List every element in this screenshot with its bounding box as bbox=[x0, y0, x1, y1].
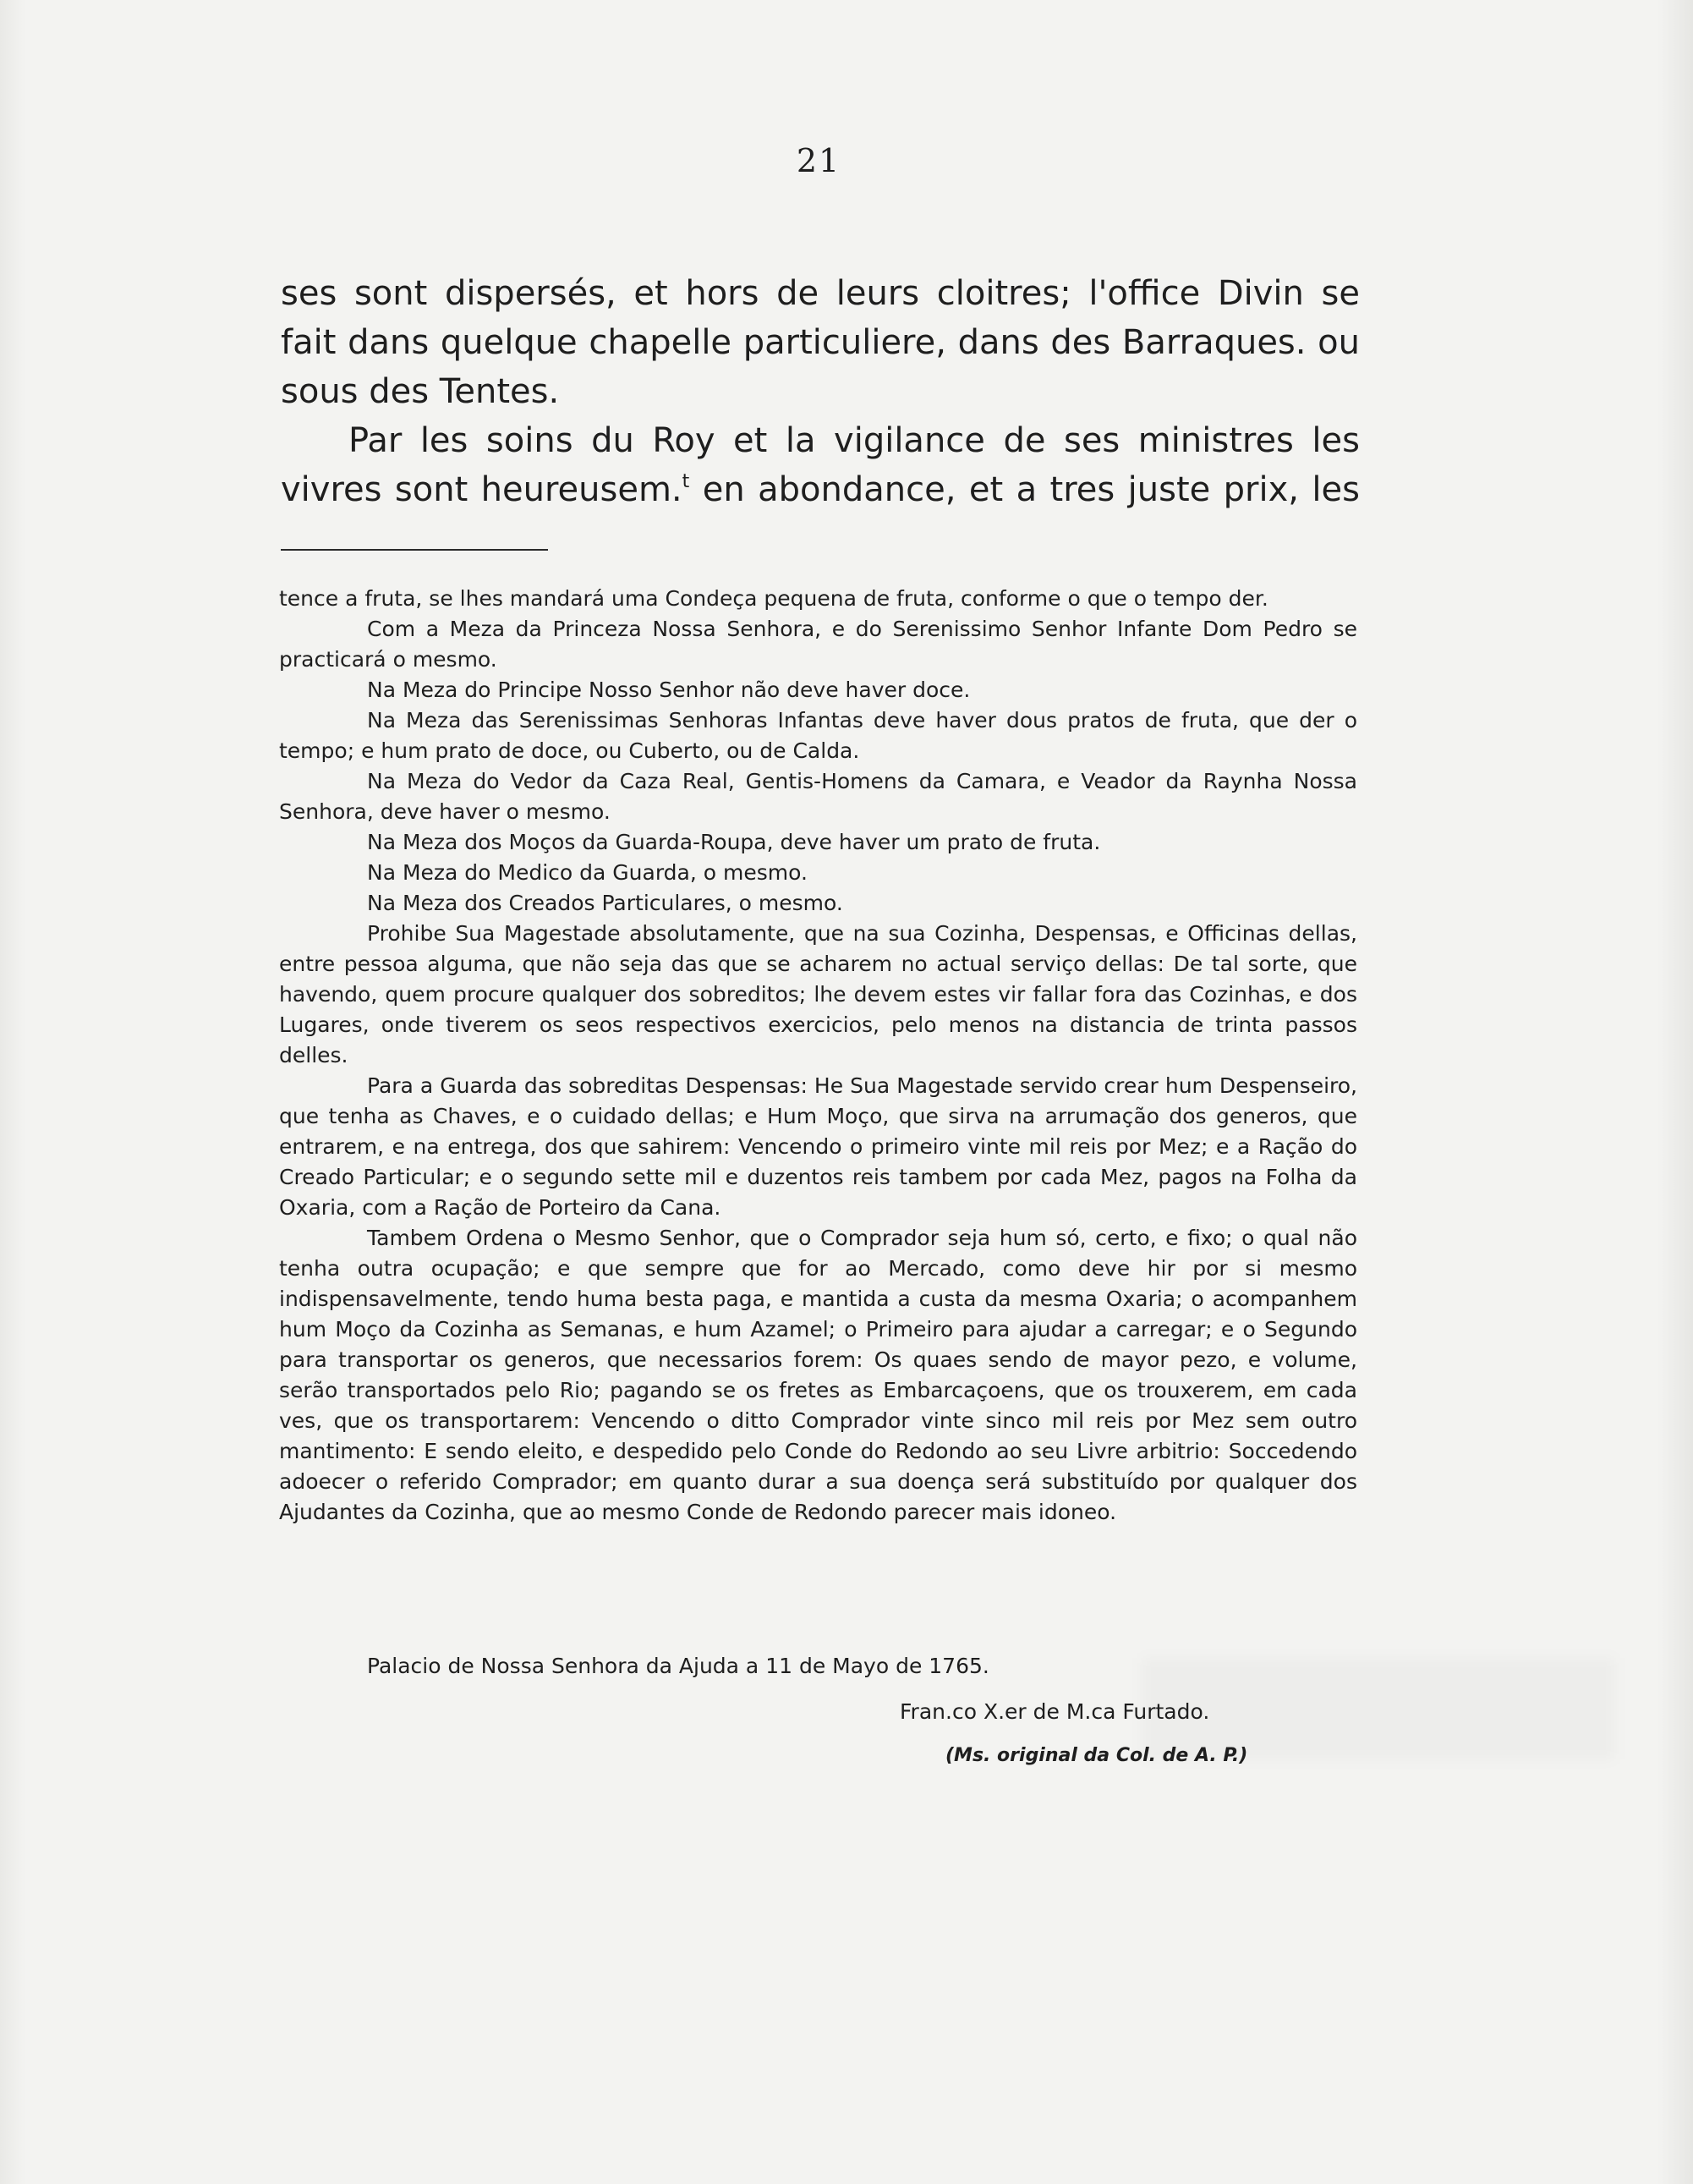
main-text-block bbox=[281, 269, 1360, 514]
note-paragraph: Na Meza do Principe Nosso Senhor não deve haver doce. bbox=[367, 678, 971, 702]
dateline: Palacio de Nossa Senhora da Ajuda a 11 de Mayo de 1765. bbox=[367, 1654, 989, 1678]
main-line bbox=[281, 465, 1360, 514]
main-line-part: vivres sont heureusem. bbox=[281, 470, 682, 509]
signature: Fran.co X.er de M.ca Furtado. bbox=[900, 1699, 1210, 1724]
note-paragraph: Tambem Ordena o Mesmo Senhor, que o Comprador seja hum só, certo, e fixo; o qual não tenha outra ocupação; e que sempre que for ao Mercado, como deve hir por si mesmo indispensavelmente, tendo huma besta paga, e mantida a custa da mesma Oxaria; o acompanhem hum Moço da Cozinha as Semanas, e hum Azamel; o Primeiro para ajudar a carregar; e o Segundo para transportar os generos, que necessarios forem: Os quaes sendo de mayor pezo, e volume, serão transportados pelo Rio; pagando se os fretes as Embarcaçoens, que os trouxerem, em cada ves, que os transportarem: Vencendo o ditto Comprador vinte sinco mil reis por Mez sem outro mantimento: E sendo eleito, e despedido pelo Conde do Redondo ao seu Livre arbitrio: Soccedendo adoecer o referido Comprador; em quanto durar a sua doença será substituído por qualquer dos Ajudantes da Cozinha, que ao mesmo Conde de Redondo parecer mais idoneo. bbox=[279, 1226, 1357, 1524]
footnote-block bbox=[279, 584, 1357, 1528]
note-paragraph: Na Meza do Medico da Guarda, o mesmo. bbox=[367, 860, 808, 885]
main-line-part: en abondance, et a tres juste prix, les bbox=[689, 470, 1360, 509]
main-line: sous des Tentes. bbox=[281, 372, 560, 411]
note-paragraph: tence a fruta, se lhes mandará uma Condeça pequena de fruta, conforme o que o tempo der. bbox=[279, 586, 1268, 611]
note-paragraph: Na Meza dos Creados Particulares, o mesmo. bbox=[367, 891, 843, 915]
main-line: Par les soins du Roy et la vigilance de ses ministres les bbox=[348, 421, 1360, 460]
page-number: 21 bbox=[796, 142, 841, 179]
note-paragraph: Com a Meza da Princeza Nossa Senhora, e do Serenissimo Senhor Infante Dom Pedro se practicará o mesmo. bbox=[279, 617, 1357, 672]
note-paragraph: Para a Guarda das sobreditas Despensas: He Sua Magestade servido crear hum Despenseiro, que tenha as Chaves, e o cuidado dellas; e Hum Moço, que sirva na arrumação dos generos, que entrarem, e na entrega, dos que sahirem: Vencendo o primeiro vinte mil reis por Mez; e a Ração do Creado Particular; e o segundo sette mil e duzentos reis tambem por cada Mez, pagos na Folha da Oxaria, com a Ração de Porteiro da Cana. bbox=[279, 1073, 1357, 1220]
note-paragraph: Na Meza das Serenissimas Senhoras Infantas deve haver dous pratos de fruta, que der o tempo; e hum prato de doce, ou Cuberto, ou de Calda. bbox=[279, 708, 1357, 763]
note-paragraph: Na Meza dos Moços da Guarda-Roupa, deve haver um prato de fruta. bbox=[367, 830, 1101, 854]
main-line: ses sont dispersés, et hors de leurs cloitres; l'office Divin se bbox=[281, 274, 1360, 313]
footnote-marker: t bbox=[682, 471, 690, 492]
footnote-separator-rule bbox=[281, 549, 548, 551]
note-paragraph: Prohibe Sua Magestade absolutamente, que na sua Cozinha, Despensas, e Officinas dellas, entre pessoa alguma, que não seja das que se acharem no actual serviço dellas: De tal sorte, que havendo, quem procure qualquer dos sobreditos; lhe devem estes vir fallar fora das Cozinhas, e dos Lugares, onde tiverem os seos respectivos exercicios, pelo menos na distancia de trinta passos delles. bbox=[279, 921, 1357, 1067]
main-line: fait dans quelque chapelle particuliere, dans des Barraques. ou bbox=[281, 323, 1360, 362]
source-citation: (Ms. original da Col. de A. P.) bbox=[945, 1745, 1248, 1766]
note-paragraph: Na Meza do Vedor da Caza Real, Gentis-Homens da Camara, e Veador da Raynha Nossa Senhora, deve haver o mesmo. bbox=[279, 769, 1357, 824]
